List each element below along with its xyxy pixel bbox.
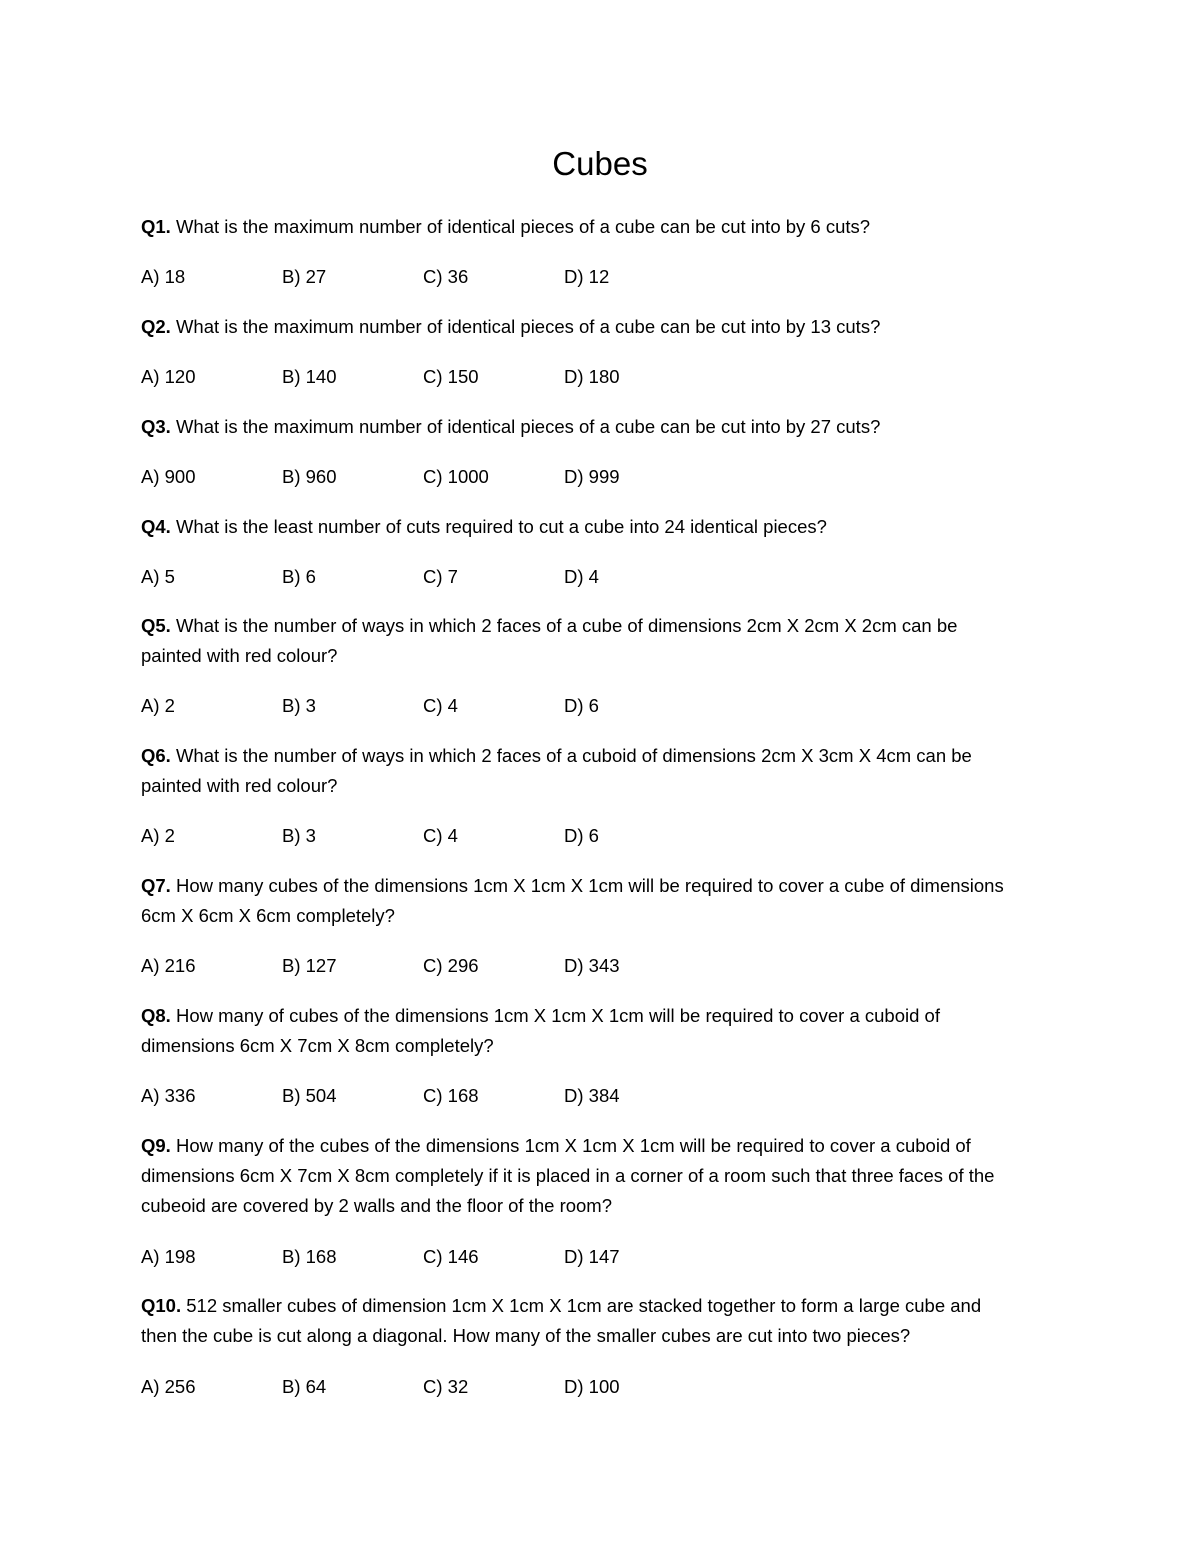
question-10 [141, 1291, 1071, 1351]
answer-option: D) 343 [564, 955, 620, 976]
question-1 [141, 212, 1071, 242]
answer-option: A) 336 [141, 1085, 196, 1106]
question-4 [141, 512, 1071, 542]
answer-option: C) 32 [423, 1376, 469, 1397]
question-line [141, 1001, 1071, 1031]
answer-option: D) 100 [564, 1376, 620, 1397]
question-number: Q3. [141, 416, 171, 437]
page-title: Cubes [552, 145, 648, 182]
question-text: How many of cubes of the dimensions 1cm X 1cm X 1cm will be required to cover a cuboid of [170, 1005, 940, 1026]
answer-options [141, 262, 841, 292]
question-5 [141, 611, 1071, 671]
question-number: Q7. [141, 875, 171, 896]
answer-option: A) 900 [141, 466, 196, 487]
question-text: What is the maximum number of identical pieces of a cube can be cut into by 6 cuts? [170, 216, 871, 237]
question-7 [141, 871, 1071, 931]
answer-option: D) 147 [564, 1246, 620, 1267]
answer-option: D) 4 [564, 566, 599, 587]
answer-options [141, 691, 841, 721]
answer-option: C) 7 [423, 566, 458, 587]
answer-option: A) 2 [141, 825, 175, 846]
question-number: Q2. [141, 316, 171, 337]
answer-option: C) 168 [423, 1085, 479, 1106]
question-line: dimensions 6cm X 7cm X 8cm completely if it is placed in a corner of a room such that three faces of the [141, 1165, 995, 1186]
question-number: Q5. [141, 615, 171, 636]
question-number: Q1. [141, 216, 171, 237]
answer-option: B) 960 [282, 466, 337, 487]
answer-options [141, 1081, 841, 1111]
question-text: How many of the cubes of the dimensions 1cm X 1cm X 1cm will be required to cover a cuboid of [170, 1135, 971, 1156]
answer-option: C) 146 [423, 1246, 479, 1267]
answer-option: C) 4 [423, 825, 458, 846]
answer-option: B) 3 [282, 825, 316, 846]
question-text: What is the least number of cuts required to cut a cube into 24 identical pieces? [170, 516, 827, 537]
answer-option: B) 127 [282, 955, 337, 976]
question-text: What is the maximum number of identical pieces of a cube can be cut into by 13 cuts? [170, 316, 881, 337]
question-line [141, 1291, 1071, 1321]
answer-option: A) 2 [141, 695, 175, 716]
question-text: What is the number of ways in which 2 faces of a cuboid of dimensions 2cm X 3cm X 4cm can be [170, 745, 972, 766]
answer-options [141, 562, 841, 592]
answer-options [141, 951, 841, 981]
answer-option: B) 168 [282, 1246, 337, 1267]
question-number: Q6. [141, 745, 171, 766]
answer-option: B) 140 [282, 366, 337, 387]
answer-option: A) 120 [141, 366, 196, 387]
question-number: Q8. [141, 1005, 171, 1026]
answer-option: D) 6 [564, 825, 599, 846]
question-line [141, 611, 1071, 641]
answer-option: C) 4 [423, 695, 458, 716]
answer-option: A) 5 [141, 566, 175, 587]
answer-options [141, 362, 841, 392]
question-9 [141, 1131, 1071, 1221]
question-text: What is the number of ways in which 2 faces of a cube of dimensions 2cm X 2cm X 2cm can be [170, 615, 958, 636]
answer-option: A) 216 [141, 955, 196, 976]
question-line: 6cm X 6cm X 6cm completely? [141, 905, 395, 926]
question-number: Q4. [141, 516, 171, 537]
answer-options [141, 462, 841, 492]
answer-option: B) 3 [282, 695, 316, 716]
question-line [141, 1131, 1071, 1161]
question-line: then the cube is cut along a diagonal. How many of the smaller cubes are cut into two pieces? [141, 1325, 911, 1346]
answer-option: D) 384 [564, 1085, 620, 1106]
answer-option: D) 999 [564, 466, 620, 487]
question-3 [141, 412, 1071, 442]
question-line [141, 212, 1071, 242]
answer-option: C) 150 [423, 366, 479, 387]
question-text: 512 smaller cubes of dimension 1cm X 1cm X 1cm are stacked together to form a large cube and [181, 1295, 982, 1316]
answer-option: B) 64 [282, 1376, 327, 1397]
answer-option: C) 1000 [423, 466, 489, 487]
question-text: What is the maximum number of identical pieces of a cube can be cut into by 27 cuts? [170, 416, 881, 437]
question-number: Q10. [141, 1295, 182, 1316]
question-6 [141, 741, 1071, 801]
answer-option: A) 18 [141, 266, 186, 287]
question-2 [141, 312, 1071, 342]
question-number: Q9. [141, 1135, 171, 1156]
question-line: dimensions 6cm X 7cm X 8cm completely? [141, 1035, 494, 1056]
question-line [141, 312, 1071, 342]
answer-options [141, 1242, 841, 1272]
question-line [141, 512, 1071, 542]
answer-option: C) 36 [423, 266, 469, 287]
answer-option: D) 6 [564, 695, 599, 716]
answer-option: B) 504 [282, 1085, 337, 1106]
question-line: painted with red colour? [141, 645, 338, 666]
answer-option: B) 27 [282, 266, 327, 287]
answer-options [141, 821, 841, 851]
question-text: How many cubes of the dimensions 1cm X 1cm X 1cm will be required to cover a cube of dimensions [170, 875, 1004, 896]
question-line: painted with red colour? [141, 775, 338, 796]
answer-option: D) 180 [564, 366, 620, 387]
question-line [141, 741, 1071, 771]
answer-options [141, 1372, 841, 1402]
question-line [141, 412, 1071, 442]
question-line [141, 871, 1071, 901]
answer-option: C) 296 [423, 955, 479, 976]
answer-option: D) 12 [564, 266, 610, 287]
answer-option: A) 198 [141, 1246, 196, 1267]
question-8 [141, 1001, 1071, 1061]
answer-option: A) 256 [141, 1376, 196, 1397]
answer-option: B) 6 [282, 566, 316, 587]
question-line: cubeoid are covered by 2 walls and the floor of the room? [141, 1195, 613, 1216]
